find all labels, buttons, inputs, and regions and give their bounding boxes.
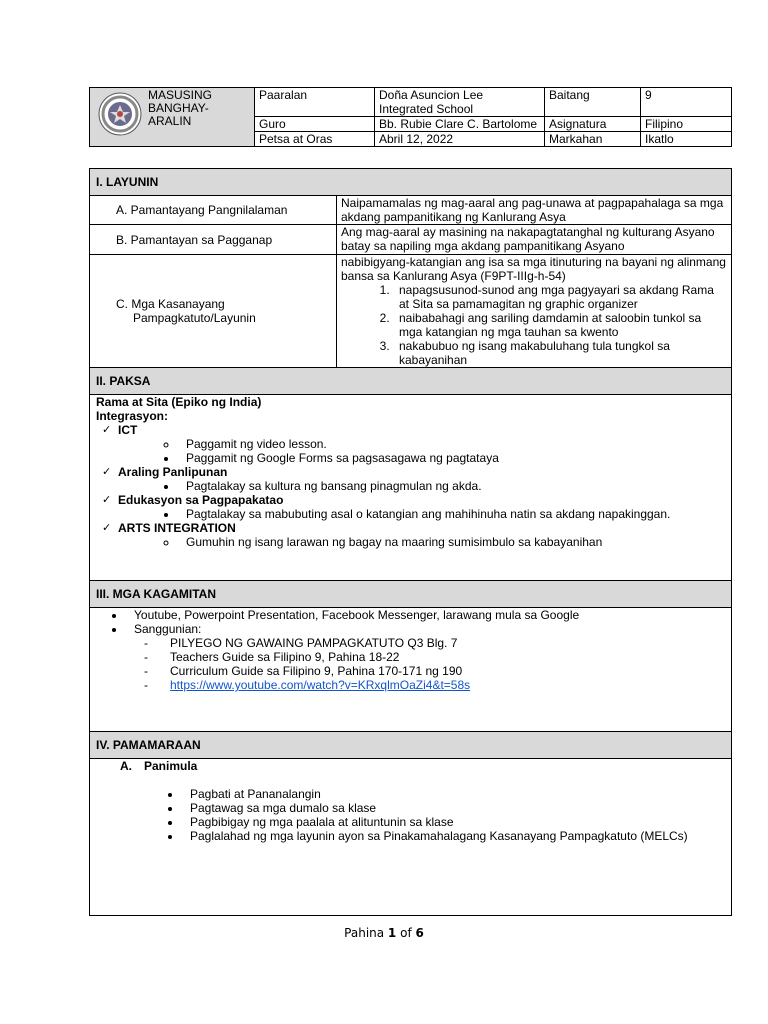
integrasyon-esp: ✓ Edukasyon sa Pagpapakatao • Pagtalakay sa mabubuting asal o katangian ang mahihinuha natin sa akdang napakinggan. [118, 493, 725, 521]
markahan-value: Ikatlo [641, 132, 732, 147]
check-icon: ✓ [102, 521, 112, 534]
paksa-content [90, 395, 732, 581]
list-item: • Pagbibigay ng mga paalala at alituntunin sa klase [182, 815, 725, 829]
paksa-title: Rama at Sita (Epiko ng India) [96, 395, 262, 409]
section-heading-pamamaraan: IV. PAMAMARAAN [90, 732, 732, 759]
markahan-label: Markahan [545, 132, 641, 147]
pamantayang-pangnilalaman-label: A. Pamantayang Pangnilalaman [90, 196, 337, 225]
asignatura-label: Asignatura [545, 117, 641, 132]
petsa-value: Abril 12, 2022 [375, 132, 545, 147]
title-cell [90, 88, 255, 147]
sanggunian-item: • Sanggunian: - PILYEGO NG GAWAING PAMPAGKATUTO Q3 Blg. 7 - Teachers Guide sa Filipino 9, Pahina 18-22 - Curriculum Guide sa Filipino 9, Pahina 170-171 ng 190 - https://www.youtube.com/watch?v=KRxqlmOaZi4&t=58s [126, 622, 725, 692]
list-item: - PILYEGO NG GAWAING PAMPAGKATUTO Q3 Blg. 7 [144, 636, 458, 650]
deped-seal-icon [98, 92, 142, 136]
page-total: 6 [415, 926, 424, 940]
integrasyon-ict: ✓ ICT ◦ Paggamit ng video lesson. • Paggamit ng Google Forms sa pagsasagawa ng pagtataya [118, 423, 725, 465]
integrasyon-ap: ✓ Araling Panlipunan • Pagtalakay sa kultura ng bansang pinagmulan ng akda. [118, 465, 725, 493]
page-footer: Pahina 1 of 6 [344, 926, 424, 940]
list-item: • Paggamit ng Google Forms sa pagsasagawa ng pagtataya [178, 451, 725, 465]
kasanayan-list [341, 283, 727, 367]
integrasyon-arts: ✓ ARTS INTEGRATION ◦ Gumuhin ng isang larawan ng bagay na maaring sumisimbulo sa kabayanihan [118, 521, 725, 549]
guro-label: Guro [255, 117, 375, 132]
list-item: - https://www.youtube.com/watch?v=KRxqlmOaZi4&t=58s [144, 678, 471, 692]
integrasyon-label: Integrasyon: [96, 409, 169, 423]
list-item: • Pagbati at Pananalangin [182, 787, 725, 801]
baitang-value: 9 [641, 88, 732, 117]
check-icon: ✓ [102, 493, 112, 506]
page-number: 1 [387, 926, 397, 940]
list-item: • Pagtawag sa mga dumalo sa klase [182, 801, 725, 815]
lesson-plan-table [89, 168, 732, 916]
check-icon: ✓ [102, 423, 112, 436]
section-heading-layunin: I. LAYUNIN [90, 169, 732, 196]
list-item: • Youtube, Powerpoint Presentation, Facebook Messenger, larawang mula sa Google [126, 608, 725, 622]
pamantayang-pangnilalaman-text: Naipamamalas ng mag-aaral ang pag-unawa at pagpapahalaga sa mga akdang pampanitikang ng Kanlurang Asya [337, 196, 732, 225]
header-table [89, 87, 732, 147]
paaralan-label: Paaralan [255, 88, 375, 117]
document-title: MASUSING BANGHAY- ARALIN [148, 88, 213, 128]
youtube-link[interactable]: https://www.youtube.com/watch?v=KRxqlmOaZi4&t=58s [170, 678, 471, 692]
section-heading-paksa: II. PAKSA [90, 368, 732, 395]
list-item: 2. naibabahagi ang sariling damdamin at saloobin tunkol sa mga katangian ng mga tauhan sa kwento [393, 311, 727, 339]
kasanayan-intro: nabibigyang-katangian ang isa sa mga itinuturing na bayani ng alinmang bansa sa Kanlurang Asya (F9PT-IIIg-h-54) [341, 255, 726, 283]
kagamitan-content [90, 608, 732, 732]
asignatura-value: Filipino [641, 117, 732, 132]
pamamaraan-content [90, 759, 732, 916]
list-item: • Paglalahad ng mga layunin ayon sa Pinakamahalagang Kasanayang Pampagkatuto (MELCs) [182, 829, 725, 843]
pamantayan-pagganap-text: Ang mag-aaral ay masining na nakapagtatanghal ng kulturang Asyano batay sa napiling mga akdang pampanitikang Asyano [337, 225, 732, 255]
list-item: ◦ Paggamit ng video lesson. [178, 437, 725, 451]
kagamitan-list [96, 608, 725, 692]
paaralan-value: Doña Asuncion Lee Integrated School [375, 88, 545, 117]
panimula-list [96, 787, 725, 843]
list-item: • Pagtalakay sa kultura ng bansang pinagmulan ng akda. [178, 479, 725, 493]
list-item: - Teachers Guide sa Filipino 9, Pahina 18-22 [144, 650, 400, 664]
list-item: • Pagtalakay sa mabubuting asal o katangian ang mahihinuha natin sa akdang napakinggan. [178, 507, 725, 521]
list-item: - Curriculum Guide sa Filipino 9, Pahina 170-171 ng 190 [144, 664, 463, 678]
kasanayang-pampagkatuto-text [337, 255, 732, 368]
section-heading-kagamitan: III. MGA KAGAMITAN [90, 581, 732, 608]
panimula-heading: A. Panimula [120, 759, 198, 773]
sanggunian-list [134, 636, 725, 692]
guro-value: Bb. Rubie Clare C. Bartolome [375, 117, 545, 132]
baitang-label: Baitang [545, 88, 641, 117]
integrasyon-list [96, 423, 725, 549]
list-item: ◦ Gumuhin ng isang larawan ng bagay na maaring sumisimbulo sa kabayanihan [178, 535, 725, 549]
pamantayan-pagganap-label: B. Pamantayan sa Pagganap [90, 225, 337, 255]
petsa-label: Petsa at Oras [255, 132, 375, 147]
kasanayang-pampagkatuto-label: C. Mga Kasanayang Pampagkatuto/Layunin [90, 255, 337, 368]
list-item: 1. napagsusunod-sunod ang mga pagyayari sa akdang Rama at Sita sa pamamagitan ng graphic organizer [393, 283, 727, 311]
list-item: 3. nakabubuo ng isang makabuluhang tula tungkol sa kabayanihan [393, 339, 727, 367]
check-icon: ✓ [102, 465, 112, 478]
